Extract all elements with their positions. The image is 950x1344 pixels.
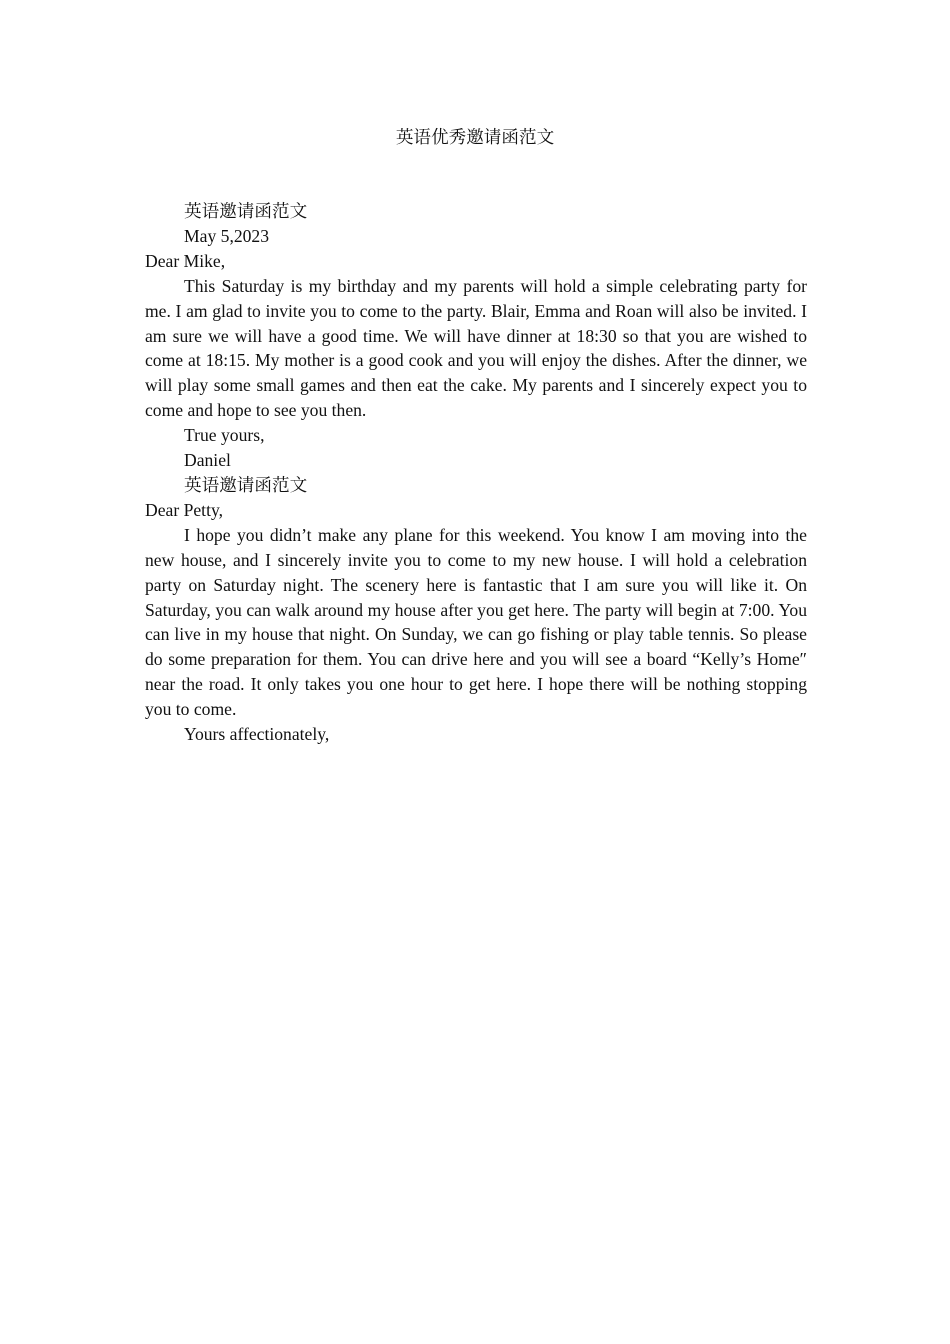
letter-2-salutation: Dear Petty,	[145, 499, 224, 520]
letter-1-signature: Daniel	[184, 450, 231, 471]
letter-2-closing: Yours affectionately,	[184, 724, 330, 745]
letter-1-closing: True yours,	[184, 425, 265, 446]
document-title: 英语优秀邀请函范文	[395, 127, 555, 147]
letter-2-body: I hope you didn’t make any plane for this weekend. You know I am moving into the new house, and I sincerely invite you to come to my new house. I will hold a celebration party on Saturday night. The scenery here is fantastic that I am sure you will like it. On Saturday, you can walk around my house after you get here. The party will begin at 7:00. You can live in my house that night. On Sunday, we can go fishing or play table tennis. So please do some preparation for them. You can drive here and you will see a board “Kelly’s Home″ near the road. It only takes you one hour to get here. I hope there will be nothing stopping you to come.	[145, 524, 807, 720]
letter-1-body: This Saturday is my birthday and my parents will hold a simple celebrating party for me. I am glad to invite you to come to the party. Blair, Emma and Roan will also be invited. I am sure we will have a good time. We will have dinner at 18:30 so that you are wished to come at 18:15. My mother is a good cook and you will enjoy the dishes. After the dinner, we will play some small games and then eat the cake. My parents and I sincerely expect you to come and hope to see you then.	[145, 275, 807, 421]
letter-1-date: May 5,2023	[184, 225, 270, 246]
document-body	[145, 199, 807, 747]
letter-1-salutation: Dear Mike,	[145, 250, 226, 271]
letter-2-heading: 英语邀请函范文	[184, 474, 308, 495]
letter-1-heading: 英语邀请函范文	[184, 201, 308, 221]
